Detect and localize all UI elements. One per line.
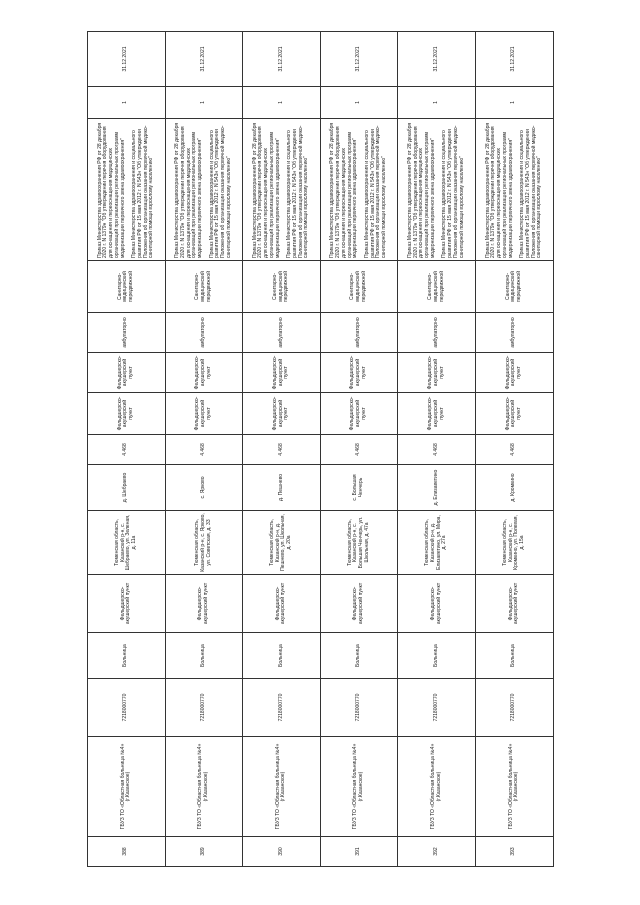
cell-organization: ГБУЗ ТО «Областная больница №4» (г.Казанское) xyxy=(320,737,398,837)
cell-inn: 7218000770 xyxy=(320,679,398,737)
table-row xyxy=(165,32,243,867)
cell-legal-basis: Приказ Министерства здравоохранения РФ от 28 декабря 2020 г. N 1379н "Об утверждении перечня оборудования для оснащения и переоснащения медицинских организаций при реализации региональных программ модернизации первичного звена здравоохранения" Приказ Министерства здравоохранения и социального развития РФ от 15 мая 2012 г. N 543н "Об утверждении Положения об организации оказания первичной медико-санитарной помощи взрослому населению" xyxy=(243,119,321,261)
cell-care-condition: амбулаторно xyxy=(243,313,321,353)
cell-code: 4.468 xyxy=(88,435,166,465)
cell-unit-type: Фельдшерско-акушерский пункт xyxy=(475,575,553,633)
cell-type-2: Фельдшерско-акушерский пункт xyxy=(320,353,398,393)
cell-settlement: д. Пешнево xyxy=(243,465,321,511)
cell-type-1: Фельдшерско-акушерский пункт xyxy=(165,393,243,435)
cell-quantity: 1 xyxy=(475,87,553,119)
cell-address: Тюменская область, Казанский р-н, с. Ярково, ул. Советская, д. 33 xyxy=(165,511,243,575)
cell-address: Тюменская область, Казанский р-н, с. Кромкино, ул. Полевая, д. 15а xyxy=(475,511,553,575)
cell-row-number: 389 xyxy=(165,837,243,867)
cell-equipment-profile: Санитарно-медицинский передвижной xyxy=(88,261,166,313)
cell-type-2: Фельдшерско-акушерский пункт xyxy=(475,353,553,393)
cell-settlement: с. Ярково xyxy=(165,465,243,511)
cell-type-2: Фельдшерско-акушерский пункт xyxy=(243,353,321,393)
cell-parent-type: Больница xyxy=(165,633,243,679)
rotated-table-wrapper xyxy=(87,32,553,867)
cell-equipment-profile: Санитарно-медицинский передвижной xyxy=(398,261,476,313)
cell-quantity: 1 xyxy=(165,87,243,119)
cell-parent-type: Больница xyxy=(320,633,398,679)
cell-unit-type: Фельдшерско-акушерский пункт xyxy=(398,575,476,633)
cell-date: 31.12.2021 xyxy=(475,32,553,87)
cell-date: 31.12.2021 xyxy=(88,32,166,87)
cell-type-2: Фельдшерско-акушерский пункт xyxy=(398,353,476,393)
cell-parent-type: Больница xyxy=(88,633,166,679)
cell-inn: 7218000770 xyxy=(88,679,166,737)
cell-settlement: д. Шебраево xyxy=(88,465,166,511)
cell-legal-basis: Приказ Министерства здравоохранения РФ от 28 декабря 2020 г. N 1379н "Об утверждении перечня оборудования для оснащения и переоснащения медицинских организаций при реализации региональных программ модернизации первичного звена здравоохранения" Приказ Министерства здравоохранения и социального развития РФ от 15 мая 2012 г. N 543н "Об утверждении Положения об организации оказания первичной медико-санитарной помощи взрослому населению" xyxy=(165,119,243,261)
cell-care-condition: амбулаторно xyxy=(475,313,553,353)
cell-type-1: Фельдшерско-акушерский пункт xyxy=(243,393,321,435)
cell-unit-type: Фельдшерско-акушерский пункт xyxy=(165,575,243,633)
table-row xyxy=(398,32,476,867)
cell-quantity: 1 xyxy=(398,87,476,119)
cell-address: Тюменская область, Казанский р-н, с. Шебраево, ул. Зеленая, д. 11а xyxy=(88,511,166,575)
cell-legal-basis: Приказ Министерства здравоохранения РФ от 28 декабря 2020 г. N 1379н "Об утверждении перечня оборудования для оснащения и переоснащения медицинских организаций при реализации региональных программ модернизации первичного звена здравоохранения" Приказ Министерства здравоохранения и социального развития РФ от 15 мая 2012 г. N 543н "Об утверждении Положения об организации оказания первичной медико-санитарной помощи взрослому населению" xyxy=(320,119,398,261)
cell-settlement: д. Елизаветино xyxy=(398,465,476,511)
table-row xyxy=(320,32,398,867)
cell-organization: ГБУЗ ТО «Областная больница №4» (г.Казанское) xyxy=(165,737,243,837)
cell-settlement: д. Кромкино xyxy=(475,465,553,511)
cell-equipment-profile: Санитарно-медицинский передвижной xyxy=(165,261,243,313)
cell-type-1: Фельдшерско-акушерский пункт xyxy=(398,393,476,435)
cell-legal-basis: Приказ Министерства здравоохранения РФ от 28 декабря 2020 г. N 1379н "Об утверждении перечня оборудования для оснащения и переоснащения медицинских организаций при реализации региональных программ модернизации первичного звена здравоохранения" Приказ Министерства здравоохранения и социального развития РФ от 15 мая 2012 г. N 543н "Об утверждении Положения об организации оказания первичной медико-санитарной помощи взрослому населению" xyxy=(398,119,476,261)
equipment-register-table xyxy=(87,31,554,867)
cell-type-2: Фельдшерско-акушерский пункт xyxy=(165,353,243,393)
cell-type-1: Фельдшерско-акушерский пункт xyxy=(475,393,553,435)
table-row xyxy=(243,32,321,867)
cell-address: Тюменская область, Казанский р-н, д. Пешнево, ул. Школьная, д. 20а xyxy=(243,511,321,575)
cell-type-1: Фельдшерско-акушерский пункт xyxy=(320,393,398,435)
cell-organization: ГБУЗ ТО «Областная больница №4» (г.Казанское) xyxy=(88,737,166,837)
cell-quantity: 1 xyxy=(243,87,321,119)
cell-date: 31.12.2021 xyxy=(165,32,243,87)
cell-inn: 7218000770 xyxy=(398,679,476,737)
cell-care-condition: амбулаторно xyxy=(88,313,166,353)
cell-unit-type: Фельдшерско-акушерский пункт xyxy=(88,575,166,633)
cell-unit-type: Фельдшерско-акушерский пункт xyxy=(320,575,398,633)
cell-organization: ГБУЗ ТО «Областная больница №4» (г.Казанское) xyxy=(475,737,553,837)
cell-inn: 7218000770 xyxy=(475,679,553,737)
cell-inn: 7218000770 xyxy=(165,679,243,737)
cell-parent-type: Больница xyxy=(398,633,476,679)
cell-code: 4.468 xyxy=(475,435,553,465)
table-row xyxy=(475,32,553,867)
cell-type-2: Фельдшерско-акушерский пункт xyxy=(88,353,166,393)
cell-care-condition: амбулаторно xyxy=(398,313,476,353)
cell-address: Тюменская область, Казанский р-н, с. Большая Ченчерь, ул. Школьная, д. 47а xyxy=(320,511,398,575)
cell-row-number: 390 xyxy=(243,837,321,867)
cell-parent-type: Больница xyxy=(475,633,553,679)
cell-row-number: 392 xyxy=(398,837,476,867)
cell-code: 4.468 xyxy=(320,435,398,465)
cell-organization: ГБУЗ ТО «Областная больница №4» (г.Казанское) xyxy=(243,737,321,837)
cell-settlement: с. Большая Ченчерь xyxy=(320,465,398,511)
cell-address: Тюменская область, Казанский р-н, д. Елизаветино, ул. Мира, д. 27а xyxy=(398,511,476,575)
cell-code: 4.468 xyxy=(243,435,321,465)
cell-equipment-profile: Санитарно-медицинский передвижной xyxy=(320,261,398,313)
cell-type-1: Фельдшерско-акушерский пункт xyxy=(88,393,166,435)
cell-equipment-profile: Санитарно-медицинский передвижной xyxy=(475,261,553,313)
table-row xyxy=(88,32,166,867)
cell-row-number: 388 xyxy=(88,837,166,867)
cell-quantity: 1 xyxy=(320,87,398,119)
cell-row-number: 391 xyxy=(320,837,398,867)
cell-row-number: 393 xyxy=(475,837,553,867)
cell-date: 31.12.2021 xyxy=(320,32,398,87)
cell-care-condition: амбулаторно xyxy=(320,313,398,353)
cell-date: 31.12.2021 xyxy=(243,32,321,87)
cell-inn: 7218000770 xyxy=(243,679,321,737)
cell-parent-type: Больница xyxy=(243,633,321,679)
cell-legal-basis: Приказ Министерства здравоохранения РФ от 28 декабря 2020 г. N 1379н "Об утверждении перечня оборудования для оснащения и переоснащения медицинских организаций при реализации региональных программ модернизации первичного звена здравоохранения" Приказ Министерства здравоохранения и социального развития РФ от 15 мая 2012 г. N 543н "Об утверждении Положения об организации оказания первичной медико-санитарной помощи взрослому населению" xyxy=(88,119,166,261)
cell-code: 4.468 xyxy=(398,435,476,465)
cell-equipment-profile: Санитарно-медицинский передвижной xyxy=(243,261,321,313)
cell-code: 4.468 xyxy=(165,435,243,465)
cell-unit-type: Фельдшерско-акушерский пункт xyxy=(243,575,321,633)
cell-organization: ГБУЗ ТО «Областная больница №4» (г.Казанское) xyxy=(398,737,476,837)
cell-care-condition: амбулаторно xyxy=(165,313,243,353)
cell-quantity: 1 xyxy=(88,87,166,119)
cell-legal-basis: Приказ Министерства здравоохранения РФ от 28 декабря 2020 г. N 1379н "Об утверждении перечня оборудования для оснащения и переоснащения медицинских организаций при реализации региональных программ модернизации первичного звена здравоохранения" Приказ Министерства здравоохранения и социального развития РФ от 15 мая 2012 г. N 543н "Об утверждении Положения об организации оказания первичной медико-санитарной помощи взрослому населению" xyxy=(475,119,553,261)
cell-date: 31.12.2021 xyxy=(398,32,476,87)
